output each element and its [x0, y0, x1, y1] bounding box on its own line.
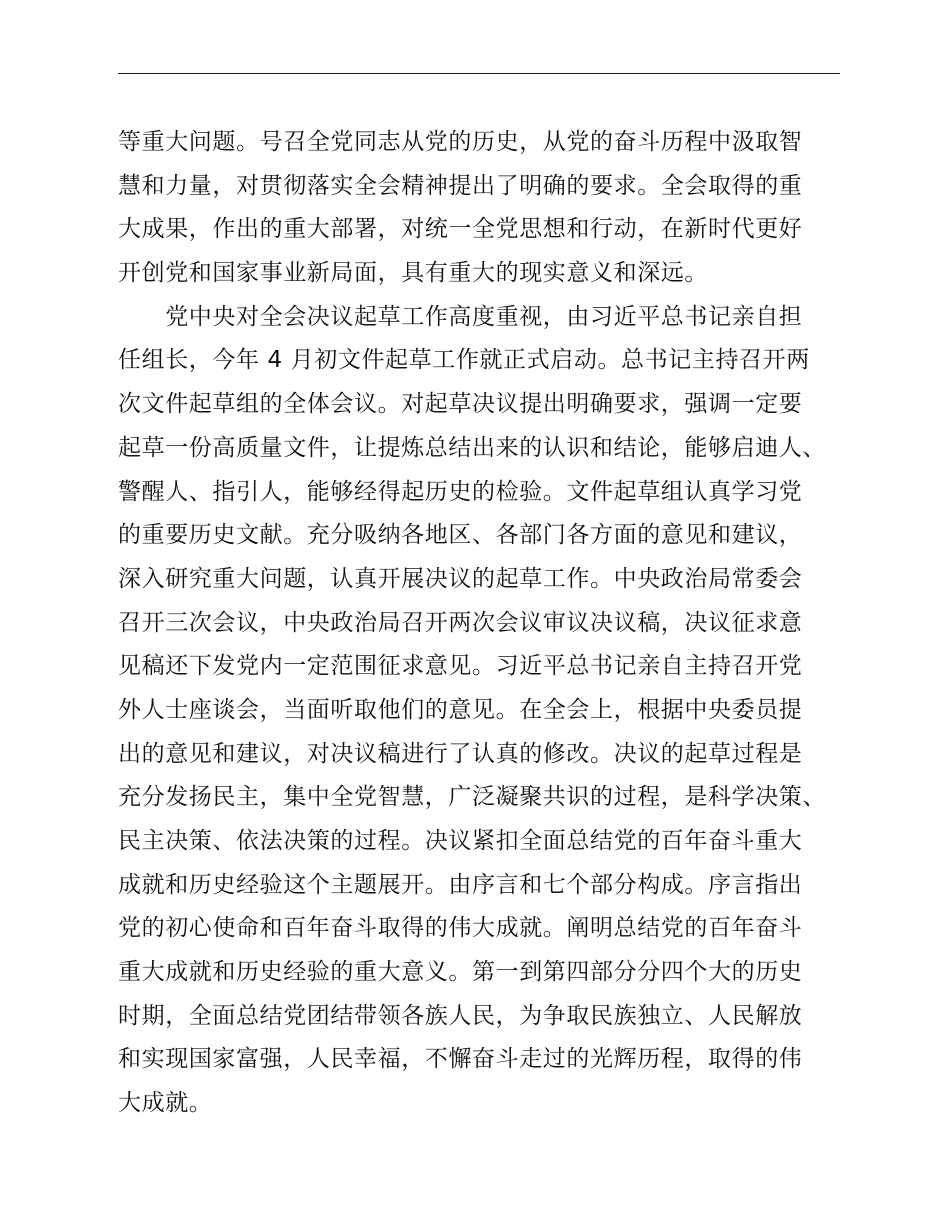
text-line: 警醒人、指引人，能够经得起历史的检验。文件起草组认真学习党	[118, 478, 803, 505]
text-line: 的重要历史文献。充分吸纳各地区、各部门各方面的意见和建议，	[118, 522, 803, 549]
text-line: 等重大问题。号召全党同志从党的历史，从党的奋斗历程中汲取智	[118, 129, 803, 155]
text-line: 大成果，作出的重大部署，对统一全党思想和行动，在新时代更好	[118, 216, 803, 243]
text-line: 和实现国家富强，人民幸福，不懈奋斗走过的光辉历程，取得的伟	[118, 1046, 803, 1073]
text-line: 出的意见和建议，对决议稿进行了认真的修改。决议的起草过程是	[118, 740, 803, 767]
text-line: 慧和力量，对贯彻落实全会精神提出了明确的要求。全会取得的重	[118, 172, 803, 199]
text-line: 党中央对全会决议起草工作高度重视，由习近平总书记亲自担	[118, 303, 803, 330]
body-text	[118, 121, 853, 1126]
text-line: 外人士座谈会，当面听取他们的意见。在全会上，根据中央委员提	[118, 696, 803, 723]
text-line: 时期，全面总结党团结带领各族人民，为争取民族独立、人民解放	[118, 1002, 803, 1029]
header-rule	[118, 73, 840, 74]
text-line: 重大成就和历史经验的重大意义。第一到第四部分分四个大的历史	[118, 959, 803, 986]
text-line: 起草一份高质量文件，让提炼总结出来的认识和结论，能够启迪人、	[118, 434, 826, 461]
text-line: 充分发扬民主，集中全党智慧，广泛凝聚共识的过程，是科学决策、	[118, 784, 826, 811]
text-line: 次文件起草组的全体会议。对起草决议提出明确要求，强调一定要	[118, 391, 803, 418]
text-line: 开创党和国家事业新局面，具有重大的现实意义和深远。	[118, 260, 708, 287]
text-line: 任组长，今年 4 月初文件起草工作就正式启动。总书记主持召开两	[118, 347, 810, 374]
text-line: 召开三次会议，中央政治局召开两次会议审议决议稿，决议征求意	[118, 609, 803, 636]
text-line: 见稿还下发党内一定范围征求意见。习近平总书记亲自主持召开党	[118, 653, 803, 680]
text-line: 民主决策、依法决策的过程。决议紧扣全面总结党的百年奋斗重大	[118, 828, 803, 854]
text-line: 成就和历史经验这个主题展开。由序言和七个部分构成。序言指出	[118, 871, 803, 898]
text-line: 大成就。	[118, 1090, 213, 1117]
text-line: 党的初心使命和百年奋斗取得的伟大成就。阐明总结党的百年奋斗	[118, 915, 803, 942]
text-line: 深入研究重大问题，认真开展决议的起草工作。中央政治局常委会	[118, 565, 803, 592]
